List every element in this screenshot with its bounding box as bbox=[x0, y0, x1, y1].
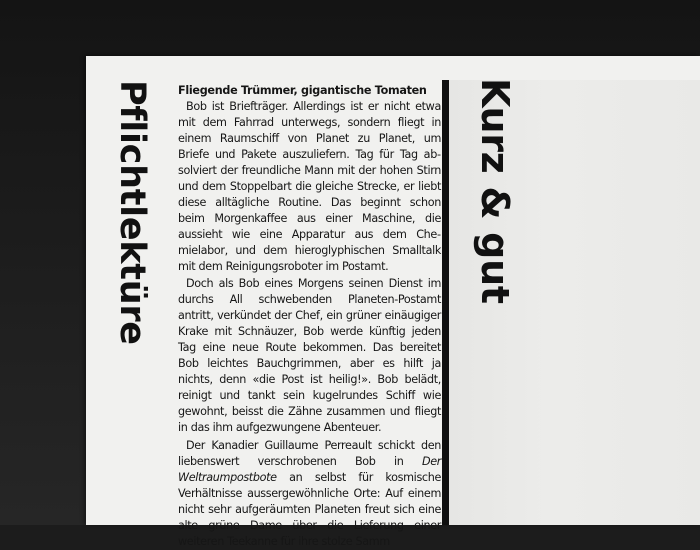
sidebar-vertical-title: Pflichtlektüre bbox=[112, 80, 152, 345]
article-headline: Fliegende Trümmer, gigantische Tomaten bbox=[178, 84, 427, 97]
article-paragraph-1: Bob ist Briefträger. Allerdings ist er nicht etwa mit dem Fahrrad unterwegs, sondern fliegt in einem Raumschiff von Planet zu Planet, um Briefe und Pakete auszuliefern. Tag für Tag absolviert der freundliche Mann mit der hohen Stirn und dem Stoppelbart die gleiche Strecke, er liebt diese alltägliche Routine. Das beginnt schon beim Morgenkaffee aus einer Maschine, die aussieht wie eine Apparatur aus dem Chemielabor, und dem hieroglyphischen Smalltalk mit dem Reinigungsroboter im Postamt. bbox=[178, 100, 441, 273]
paragraph-3-start: Der Kanadier Guillaume Perreault schickt den liebenswert verschrobenen Bob in bbox=[178, 439, 441, 468]
vertical-divider-rule bbox=[442, 80, 449, 525]
article-paragraph-3 bbox=[178, 438, 441, 550]
paragraph-3-end: an selbst für kosmische Verhältnisse aussergewöhnliche Orte: Auf einem nicht sehr aufgeräumten Planeten freut sich eine alte grüne Dame über die Lieferung einer weiteren Teekanne für ihre stolze Samm bbox=[178, 470, 441, 548]
article-paragraph-2: Doch als Bob eines Morgens seinen Dienst im durchs All schwebenden Planeten-Postamt antritt, verkündet der Chef, ein grüner einäugiger Krake mit Schnäuzer, Bob werde künftig jeden Tag eine neue Route bekommen. Das bereitet Bob leichtes Bauchgrimmen, aber es hilft ja nichts, denn «die Post ist heilig!». Bob belädt, reinigt und tankt sein kugelrundes Schiff wie gewohnt, beisst die Zähne zusammen und fliegt in das ihm aufgezwungene Abenteuer. bbox=[178, 277, 441, 435]
section-vertical-title: Kurz & gut bbox=[473, 78, 517, 304]
book-title: Der Weltraumpostbote bbox=[178, 454, 441, 484]
article-column bbox=[178, 83, 441, 550]
